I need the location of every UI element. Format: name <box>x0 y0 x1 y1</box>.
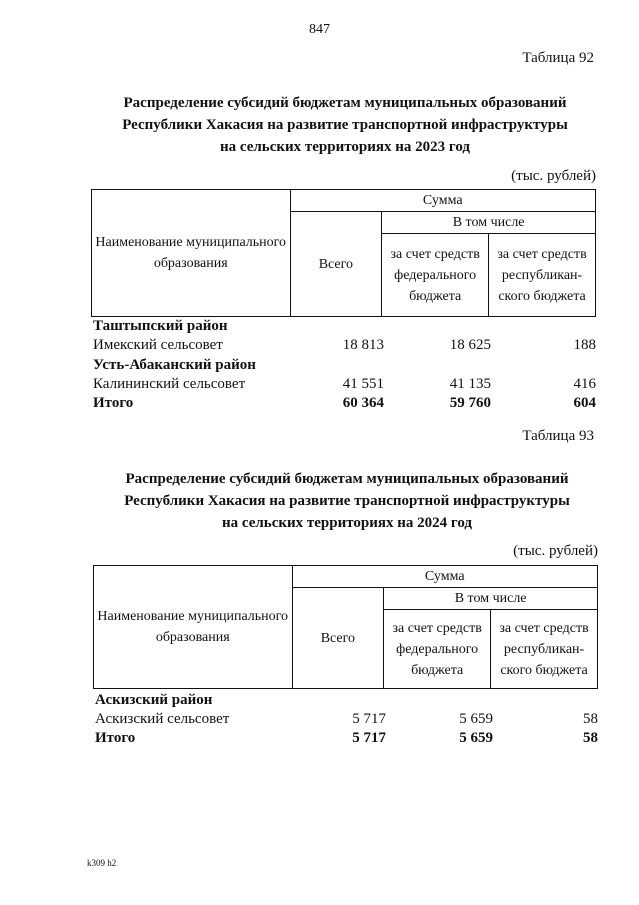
title-line: на сельских территориях на 2024 год <box>221 515 473 531</box>
header-total: Всего <box>292 588 384 689</box>
row-republic: 58 <box>583 711 598 727</box>
table-row <box>93 355 596 375</box>
title-line: Республики Хакасия на развитие транспортной инфраструктуры <box>124 493 570 509</box>
table-title <box>97 468 597 534</box>
row-name: Усть-Абаканский район <box>93 357 256 373</box>
title-line: Республики Хакасия на развитие транспортной инфраструктуры <box>122 117 568 133</box>
row-name: Аскизский сельсовет <box>95 711 230 727</box>
row-total: 41 551 <box>342 376 384 392</box>
title-line: Распределение субсидий бюджетам муниципальных образований <box>123 95 567 111</box>
row-federal: 41 135 <box>449 376 491 392</box>
row-republic: 58 <box>583 730 598 746</box>
row-total: 60 364 <box>342 395 384 411</box>
row-name: Таштыпский район <box>93 318 228 334</box>
row-total: 5 717 <box>352 730 386 746</box>
table-label: Таблица 92 <box>522 50 594 66</box>
footer-code: k309 h2 <box>87 858 117 868</box>
table-label: Таблица 93 <box>522 428 594 444</box>
table-row <box>93 374 596 394</box>
table-row <box>93 316 596 336</box>
header-republic: за счет средств республикан-ского бюджета <box>491 610 598 689</box>
table-row <box>95 690 598 710</box>
header-republic: за счет средств республикан-ского бюджета <box>489 234 596 317</box>
row-name: Итого <box>93 395 134 411</box>
row-name: Итого <box>95 730 136 746</box>
table-header <box>91 189 596 317</box>
table-title <box>95 92 595 158</box>
row-federal: 5 659 <box>459 730 493 746</box>
row-name: Калининский сельсовет <box>93 376 246 392</box>
header-including: В том числе <box>382 212 596 234</box>
row-republic: 188 <box>573 337 596 353</box>
row-total: 18 813 <box>342 337 384 353</box>
page-number: 847 <box>309 22 330 37</box>
header-name-column: Наименование муниципального образования <box>94 566 293 689</box>
table-row <box>93 335 596 355</box>
header-name-column: Наименование муниципального образования <box>92 190 291 317</box>
units-label: (тыс. рублей) <box>511 168 596 184</box>
row-name: Аскизский район <box>95 692 213 708</box>
row-republic: 604 <box>573 395 596 411</box>
header-total: Всего <box>290 212 382 317</box>
units-label: (тыс. рублей) <box>513 543 598 559</box>
row-republic: 416 <box>573 376 596 392</box>
row-name: Имекский сельсовет <box>93 337 223 353</box>
header-federal: за счет средств федерального бюджета <box>384 610 491 689</box>
row-federal: 5 659 <box>459 711 493 727</box>
row-federal: 18 625 <box>449 337 491 353</box>
header-federal: за счет средств федерального бюджета <box>382 234 489 317</box>
header-sum: Сумма <box>292 566 598 588</box>
table-row-total <box>95 728 598 748</box>
table-row-total <box>93 393 596 413</box>
header-including: В том числе <box>384 588 598 610</box>
title-line: на сельских территориях на 2023 год <box>219 139 471 155</box>
title-line: Распределение субсидий бюджетам муниципальных образований <box>125 471 569 487</box>
header-sum: Сумма <box>290 190 596 212</box>
row-total: 5 717 <box>352 711 386 727</box>
row-federal: 59 760 <box>449 395 491 411</box>
table-header <box>93 565 598 689</box>
table-row <box>95 709 598 729</box>
